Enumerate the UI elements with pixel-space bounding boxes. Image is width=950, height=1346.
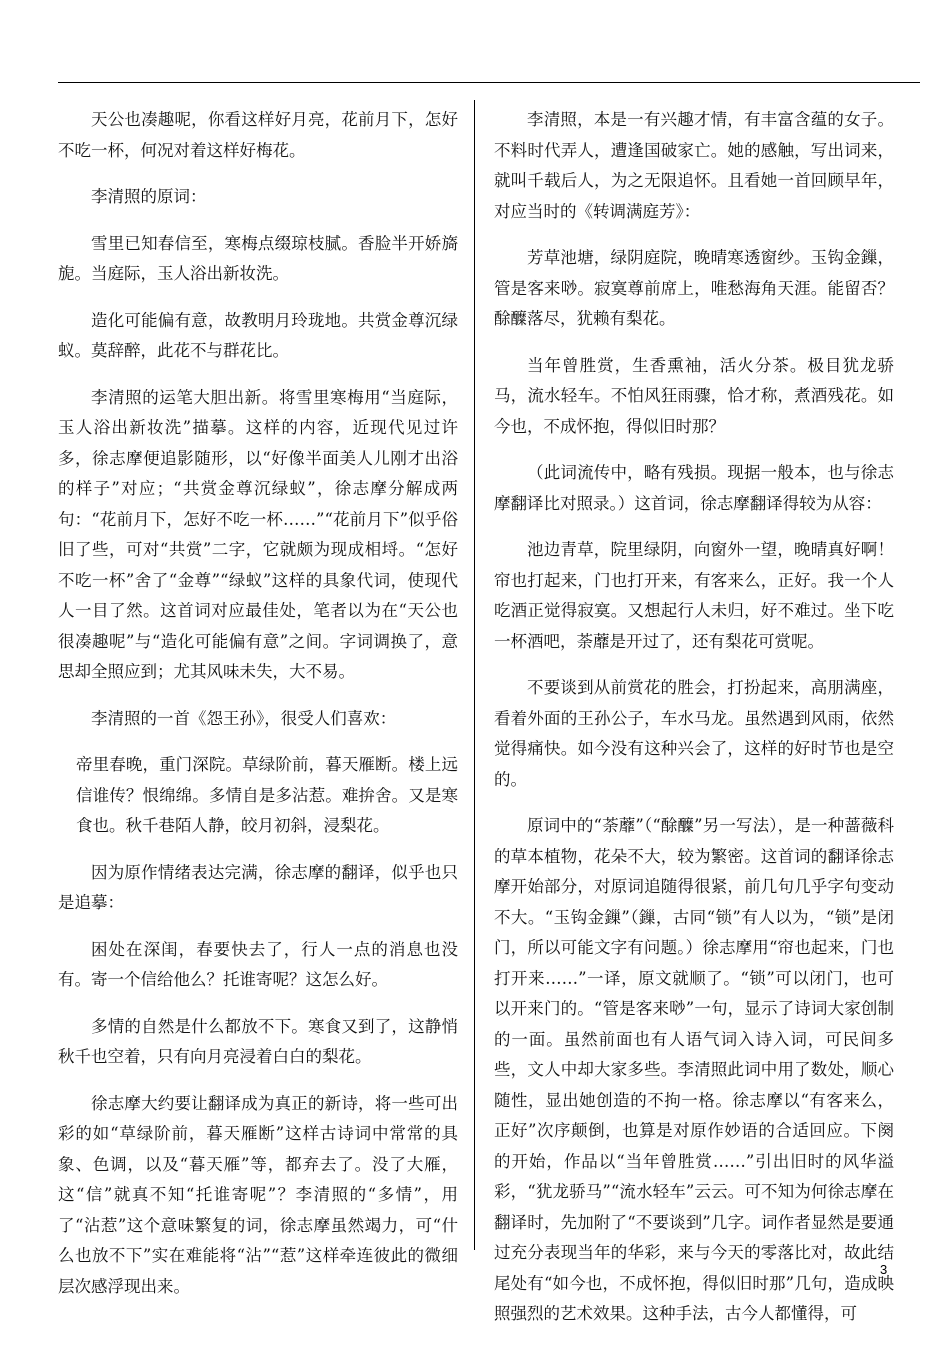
paragraph: 雪里已知春信至，寒梅点缀琼枝腻。香脸半开娇旖旎。当庭际，玉人浴出新妆洗。 — [58, 233, 458, 283]
paragraph: 当年曾胜赏，生香熏袖，活火分茶。极目犹龙骄马，流水轻车。不怕风狂雨骤，恰才称，煮酒残花。如今也，不成怀抱，得似旧时那？ — [494, 355, 894, 436]
page-number: 3 — [880, 1262, 888, 1277]
paragraph: 多情的自然是什么都放不下。寒食又到了，这静悄秋千也空着，只有向月亮浸着白白的梨花。 — [58, 1016, 458, 1066]
paragraph: 不要谈到从前赏花的胜会，打扮起来，高朋满座，看着外面的王孙公子，车水马龙。虽然遇到风雨，依然觉得痛快。如今没有这种兴会了，这样的好时节也是空的。 — [494, 678, 894, 789]
paragraph: 李清照，本是一有兴趣才情，有丰富含蕴的女子。不料时代弄人，遭逢国破家亡。她的感触，写出词来，就叫千载后人，为之无限追怀。且看她一首回顾早年，对应当时的《转调满庭芳》： — [494, 110, 894, 221]
paragraph: 困处在深闺，春要快去了，行人一点的消息也没有。寄一个信给他么？托谁寄呢？这怎么好。 — [58, 939, 458, 989]
paragraph: 李清照的运笔大胆出新。将雪里寒梅用“当庭际，玉人浴出新妆洗”描摹。这样的内容，近现代见过许多，徐志摩便追影随形，以“好像半面美人儿刚才出浴的样子”对应；“共赏金尊沉绿蚁”，徐志摩分解成两句：“花前月下，怎好不吃一杯……”“花前月下”似乎俗旧了些，可对“共赏”二字，它就颇为现成相埒。“怎好不吃一杯”舍了“金尊”“绿蚁”这样的具象代词，使现代人一目了然。这首词对应最佳处，笔者以为在“天公也很凑趣呢”与“造化可能偏有意”之间。字词调换了，意思却全照应到；尤其风味未失，大不易。 — [58, 387, 458, 681]
left-column — [58, 105, 458, 1318]
paragraph: 李清照的原词： — [91, 187, 207, 206]
paragraph: 天公也凑趣呢，你看这样好月亮，花前月下，怎好不吃一杯，何况对着这样好梅花。 — [58, 110, 458, 160]
paragraph: 原词中的“荼蘼”（“酴醾”另一写法），是一种蔷薇科的草本植物，花朵不大，较为繁密。这首词的翻译徐志摩开始部分，对原词追随得很紧，前几句几乎字句变动不大。“玉钩金鏁”（鏁，古同“锁”有人以为，“锁”是闭门，所以可能文字有问题。）徐志摩用“帘也起来，门也打开来……”一译，原文就顺了。“锁”可以闭门，也可以开来门的。“管是客来唦”一句，显示了诗词大家创制的一面。虽然前面也有人语气词入诗入词，可民间多些，文人中却大家多些。李清照此词中用了数处，顺心随性，显出她创造的不拘一格。徐志摩以“有客来么，正好”次序颠倒，也算是对原作妙语的合适回应。下阕的开始，作品以“当年曾胜赏……”引出旧时的风华溢彩，“犹龙骄马”“流水轻车”云云。可不知为何徐志摩在翻译时，先加附了“不要谈到”几字。词作者显然是要通过充分表现当年的华彩，来与今天的零落比对，故此结尾处有“如今也，不成怀抱，得似旧时那”几句，造成映照强烈的艺术效果。这种手法，古今人都懂得，可 — [494, 816, 894, 1323]
paragraph: 芳草池塘，绿阴庭院，晚晴寒透窗纱。玉钩金鏁，管是客来唦。寂寞尊前席上，唯愁海角天涯。能留否？酴醾落尽，犹赖有梨花。 — [494, 248, 894, 328]
paragraph: 因为原作情绪表达完满，徐志摩的翻译，似乎也只是追摹： — [58, 862, 458, 912]
paragraph: 造化可能偏有意，故教明月玲珑地。共赏金尊沉绿蚁。莫辞醉，此花不与群花比。 — [58, 310, 458, 360]
right-column — [494, 105, 894, 1346]
paragraph: （此词流传中，略有残损。现据一般本，也与徐志摩翻译比对照录。）这首词，徐志摩翻译得较为从容： — [494, 463, 894, 513]
paragraph: 池边青草，院里绿阴，向窗外一望，晚晴真好啊！帘也打起来，门也打开来，有客来么，正好。我一个人吃酒正觉得寂寞。又想起行人未归，好不难过。坐下吃一杯酒吧，荼蘼是开过了，还有梨花可赏呢。 — [494, 540, 894, 651]
column-divider — [474, 100, 475, 1250]
header-rule — [58, 82, 920, 83]
paragraph: 李清照的一首《怨王孙》，很受人们喜欢： — [91, 708, 397, 728]
paragraph: 徐志摩大约要让翻译成为真正的新诗，将一些可出彩的如“草绿阶前，暮天雁断”这样古诗词中常常的具象、色调，以及“暮天雁”等，都弃去了。没了大雁，这“信”就真不知“托谁寄呢”？李清照的“多情”，用了“沾惹”这个意味繁复的词，徐志摩虽然竭力，可“什么也放不下”实在难能将“沾”“惹”这样牵连彼此的微细层次感浮现出来。 — [58, 1093, 458, 1296]
poem-block: 帝里春晚，重门深院。草绿阶前，暮天雁断。楼上远信谁传？恨绵绵。多情自是多沾惹。难拚舍。又是寒食也。秋千巷陌人静，皎月初斜，浸梨花。 — [76, 755, 458, 835]
